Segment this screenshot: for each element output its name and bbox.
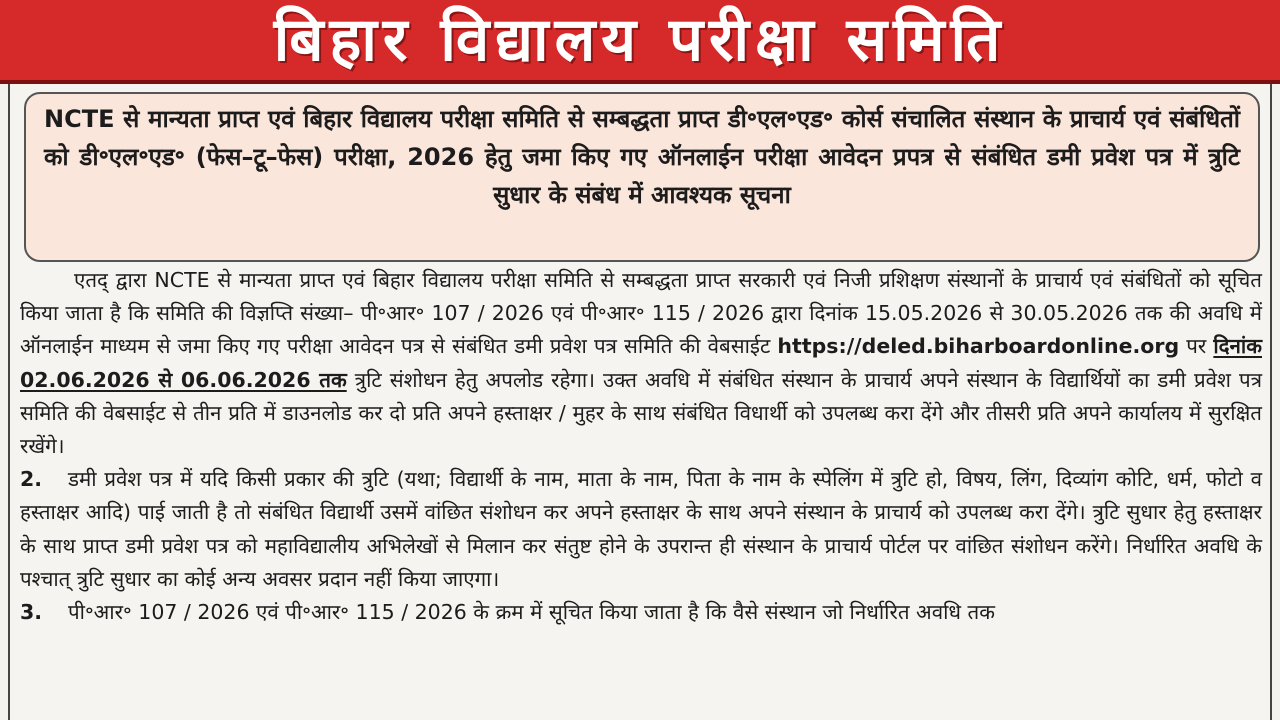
notice-subject-box [24,92,1260,262]
paragraph-3 [20,596,1262,629]
notice-subject-text: NCTE से मान्यता प्राप्त एवं बिहार विद्यालय परीक्षा समिति से सम्बद्धता प्राप्त डी॰एल॰एड॰ कोर्स संचालित संस्थान के प्राचार्य एवं संबंधितों को डी॰एल॰एड॰ (फेस–टू–फेस) परीक्षा, 2026 हेतु जमा किए गए ऑनलाईन परीक्षा आवेदन प्रपत्र से संबंधित डमी प्रवेश पत्र में त्रुटि सुधार के संबंध में आवश्यक सूचना [44,105,1240,209]
paragraph-3-number: 3. [20,600,43,625]
paragraph-1-text-a: एतद् द्वारा NCTE से मान्यता प्राप्त एवं बिहार विद्यालय परीक्षा समिति से सम्बद्धता प्राप्त सरकारी एवं निजी प्रशिक्षण संस्थानों के प्राचार्य एवं संबंधितों को सूचित किया जाता है कि समिति की विज्ञप्ति संख्या– पी॰आर॰ 107 / 2026 एवं पी॰आर॰ 115 / 2026 द्वारा दिनांक 15.05.2026 से 30.05.2026 तक की अवधि में ऑनलाईन माध्यम से जमा किए गए परीक्षा आवेदन पत्र से संबंधित डमी प्रवेश पत्र समिति की वेबसाईट [20,268,1262,359]
notice-header-banner [0,0,1280,84]
notice-body [20,264,1262,629]
correction-date-range: दिनांक 02.06.2026 से 06.06.2026 तक [20,334,1262,392]
paragraph-2-number: 2. [20,467,43,492]
notice-page [8,84,1272,720]
paragraph-3-text: पी॰आर॰ 107 / 2026 एवं पी॰आर॰ 115 / 2026 के क्रम में सूचित किया जाता है कि वैसे संस्थान जो निर्धारित अवधि तक [68,600,995,625]
paragraph-2-text: डमी प्रवेश पत्र में यदि किसी प्रकार की त्रुटि (यथा; विद्यार्थी के नाम, माता के नाम, पिता के नाम के स्पेलिंग में त्रुटि हो, विषय, लिंग, दिव्यांग कोटि, धर्म, फोटो व हस्ताक्षर आदि) पाई जाती है तो संबंधित विद्यार्थी उसमें वांछित संशोधन कर अपने हस्ताक्षर के साथ अपने संस्थान के प्राचार्य को उपलब्ध करा देंगे। त्रुटि सुधार हेतु हस्ताक्षर के साथ प्राप्त डमी प्रवेश पत्र को महाविद्यालीय अभिलेखों से मिलान कर संतुष्ट होने के उपरान्त ही संस्थान के प्राचार्य पोर्टल पर वांछित संशोधन करेंगे। निर्धारित अवधि के पश्चात् त्रुटि सुधार का कोई अन्य अवसर प्रदान नहीं किया जाएगा। [20,467,1262,591]
paragraph-1-text-b: पर [1179,334,1214,359]
paragraph-1-text-c: त्रुटि संशोधन हेतु अपलोड रहेगा। उक्त अवधि में संबंधित संस्थान के प्राचार्य अपने संस्थान के विद्यार्थियों का डमी प्रवेश पत्र समिति की वेबसाईट से तीन प्रति में डाउनलोड कर दो प्रति अपने हस्ताक्षर / मुहर के साथ संबंधित विधार्थी को उपलब्ध करा देंगे और तीसरी प्रति अपने कार्यालय में सुरक्षित रखेंगे। [20,367,1263,459]
paragraph-1 [20,264,1262,463]
website-url: https://deled.biharboardonline.org [777,334,1180,359]
paragraph-2 [20,463,1262,596]
board-title: बिहार विद्यालय परीक्षा समिति [273,5,1007,75]
